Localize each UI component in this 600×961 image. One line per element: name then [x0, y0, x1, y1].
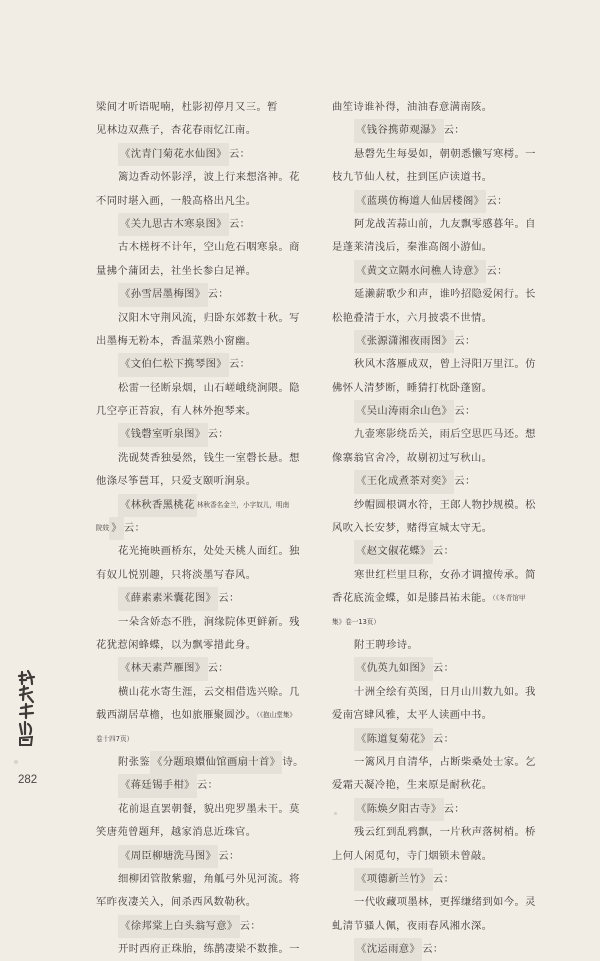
- poem-text-line: [332, 236, 550, 259]
- text-run: 量拂个蒲团去，社坐长参白足禅。: [96, 264, 257, 277]
- poem-title-line: [96, 143, 314, 166]
- text-run: 云：: [486, 264, 508, 277]
- poem-title-line: [96, 494, 314, 517]
- poem-text-line: [332, 143, 550, 166]
- text-run: 曲笙诗谁补得，油油春意满南陔。: [332, 101, 493, 113]
- text-run: 像寨翁官舍冷，故剔初过写秋山。: [332, 451, 493, 464]
- scan-speck: [334, 812, 337, 815]
- poem-text-line: [332, 611, 550, 634]
- text-run: 云：: [207, 288, 229, 301]
- text-run: 洗砚焚香独晏然，钱生一室磬长悬。想: [118, 451, 300, 464]
- poem-text-line: [96, 564, 314, 587]
- page-number: 282: [18, 774, 38, 786]
- poem-text-line: [332, 681, 550, 704]
- text-run: 古木槎枒不计年，空山危石咽寒泉。商: [118, 241, 300, 254]
- text-run: 他涤尽筝琶耳，只爱支颐听涧泉。: [96, 475, 257, 488]
- poem-title-line: [96, 774, 314, 797]
- poem-text-line: [96, 400, 314, 423]
- poem-text-line: [332, 587, 550, 610]
- poem-title-line: [332, 260, 550, 283]
- poem-text-line: [332, 447, 550, 470]
- text-run: 几空亭正苔寂，有人林外抱琴来。: [96, 405, 257, 418]
- text-run: 云：: [207, 662, 229, 675]
- poem-text-line: [332, 353, 550, 376]
- poem-title-line: [332, 798, 550, 821]
- poem-title-line: [332, 470, 550, 493]
- poem-text-line: [332, 751, 550, 774]
- source-note: 林秋香名金兰，小字奴儿，明南: [196, 500, 290, 509]
- artwork-title: 《陈焕夕阳古寺》: [354, 798, 444, 821]
- text-run: 附王聘珍诗。: [354, 638, 419, 651]
- artwork-title: 《薛素素米囊花图》: [118, 587, 218, 610]
- poem-title-line: [332, 728, 550, 751]
- poem-text-line: [332, 564, 550, 587]
- poem-title-line: [96, 213, 314, 236]
- artwork-title: 《关九思古木寒泉图》: [118, 213, 229, 236]
- poem-text-line: [332, 166, 550, 189]
- text-run: 诗。: [282, 755, 304, 768]
- text-run: 爱霜天凝冷艳，生来原是耐秋花。: [332, 779, 493, 792]
- poem-title-line: [332, 119, 550, 142]
- artwork-title: 《黄文立隔水问樵人诗意》: [354, 260, 486, 283]
- poem-title-line: [332, 938, 550, 961]
- artwork-title: 《钱磬室听泉图》: [118, 423, 208, 446]
- text-run: 上何人闲觅句，寺门烟锁未曾敲。: [332, 849, 493, 862]
- text-run: 虬清节骚人佩，夜雨春风湘水深。: [332, 919, 493, 932]
- poem-title-line: [96, 283, 314, 306]
- poem-text-line: [332, 377, 550, 400]
- poem-text-line: [96, 798, 314, 821]
- poem-title-line: [332, 400, 550, 423]
- left-text-column: [96, 96, 314, 961]
- poem-text-line: [332, 307, 550, 330]
- text-run: 笑唐苑曾题拜，越家消息近珠官。: [96, 826, 257, 839]
- poem-text-line: [332, 213, 550, 236]
- text-run: 秋风木落雁成双，曾上浔阳万里江。仿: [354, 358, 536, 371]
- poem-title-line: [96, 657, 314, 680]
- poem-text-line: [96, 470, 314, 493]
- text-run: 悬磬先生每晏如，朝朝悉懒写寒樗。一: [354, 147, 536, 160]
- text-run: 一篱风月自清华，占断柴桑处士家。乞: [354, 755, 536, 768]
- poem-text-line: [332, 704, 550, 727]
- text-run: 见林边双燕子，杏花春雨忆江南。: [96, 124, 257, 137]
- text-run: 残云红到乱鸦飘，一片秋声落树梢。桥: [354, 826, 536, 839]
- poem-title-line: [96, 587, 314, 610]
- artwork-title: 《徐邦棠上白头翁写意》: [118, 915, 240, 938]
- artwork-title: 《钱谷携茆观瀑》: [354, 119, 444, 142]
- artwork-title: 《吴山涛雨余山色》: [354, 400, 454, 423]
- text-run: 梁间才听语呢喃，杜影初停月又三。暂: [96, 101, 278, 113]
- right-text-column: [332, 96, 550, 961]
- text-run: 云：: [486, 194, 508, 207]
- poem-title-line: [96, 353, 314, 376]
- text-run: 军昨夜凄关入，间杀西风数勒秋。: [96, 896, 257, 909]
- source-note: 集》卷一13页）: [332, 617, 380, 626]
- poem-text-line: [96, 681, 314, 704]
- text-run: 云：: [422, 943, 444, 956]
- text-run: 云：: [228, 358, 251, 371]
- text-run: 载西湖居草檐，也如旅雁聚圆沙。: [96, 709, 257, 722]
- poem-title-line: [332, 190, 550, 213]
- text-run: 纱帽圆根调水符，王郎人物抄规模。松: [354, 498, 536, 511]
- artwork-title: 《沈运雨意》: [354, 938, 422, 961]
- text-run: 云：: [454, 405, 476, 418]
- poem-text-line: [332, 517, 550, 540]
- text-run: 是蓬莱清浅后，秦淮高阁小游仙。: [332, 241, 493, 254]
- artwork-title: 《蓝瑛仿梅道人仙居楼阁》: [354, 190, 486, 213]
- poem-text-line: [96, 330, 314, 353]
- artwork-title: 《沈青门菊花水仙图》: [118, 143, 229, 166]
- text-run: 云：: [432, 662, 455, 675]
- text-run: 横山花水寄生涯，云交相借选兴赊。几: [118, 685, 300, 698]
- text-run: 云：: [218, 849, 240, 862]
- text-run: 阿龙战苦蒜山前，九友飘零感暮年。自: [354, 217, 536, 230]
- poem-text-line: [96, 634, 314, 657]
- poem-text-line: [96, 96, 314, 119]
- poem-title-line: [332, 330, 550, 353]
- artwork-title: 《周臣柳塘洗马图》: [118, 845, 218, 868]
- artwork-title: 《仇英九如图》: [354, 657, 433, 680]
- text-run: 出墨梅无粉本，香温菜熟小窗幽。: [96, 334, 257, 347]
- text-run: 风吹入长安梦，赌得宣城太守无。: [332, 522, 493, 535]
- text-run: 爱南宫肆风雅，太平人读画中书。: [332, 709, 493, 722]
- text-run: 云：: [432, 545, 455, 558]
- source-note: 卷十四7页）: [96, 734, 134, 743]
- text-run: 云：: [443, 124, 465, 137]
- text-run: 云：: [239, 919, 262, 932]
- poem-text-line: [332, 915, 550, 938]
- text-run: 十洲全绘有英图，日月山川数九如。我: [354, 685, 536, 698]
- source-note: 院妓: [96, 524, 110, 533]
- artwork-title: 《林秋香黑桃花: [118, 494, 197, 517]
- poem-text-line: [96, 377, 314, 400]
- poem-text-line: [96, 190, 314, 213]
- poem-text-line: [96, 307, 314, 330]
- text-run: 云：: [443, 802, 465, 815]
- poem-title-line: [332, 540, 550, 563]
- text-run: 云：: [432, 872, 455, 885]
- poem-text-line: [96, 166, 314, 189]
- text-run: 一代收藏项墨林，更挥缣绪到如今。灵: [354, 896, 536, 909]
- artwork-title: 《张源潇湘夜雨图》: [354, 330, 454, 353]
- poem-text-line: [96, 517, 314, 540]
- text-run: 寒世红栏里旦称，女孙才调擅传承。简: [354, 568, 536, 581]
- text-run: 延濑薪歌少和声，谁吟招隐爱闲行。长: [354, 288, 536, 301]
- poem-text-line: [96, 260, 314, 283]
- text-run: 云：: [228, 147, 251, 160]
- text-run: 篱边香动怀影浮，波上行来想洛神。花: [118, 171, 300, 184]
- text-run: 云：: [196, 779, 219, 792]
- poem-title-line: [96, 915, 314, 938]
- text-run: 云：: [218, 592, 240, 605]
- text-run: 开时西府正珠胎，练鹊凄梁不数推。一: [118, 943, 300, 956]
- text-run: 细柳团管散紫骝，角觚弓外见河流。将: [118, 872, 300, 885]
- text-run: 云：: [228, 217, 251, 230]
- source-note: （《抱山堂集》: [256, 711, 297, 720]
- text-run: 花前退直罢朝餐，貌出兜罗墨未干。莫: [118, 802, 300, 815]
- text-run: 不同时堪入画，一般高格出凡尘。: [96, 194, 257, 207]
- text-run: 云：: [454, 334, 476, 347]
- artwork-title: 《王化成煮茶对奕》: [354, 470, 454, 493]
- poem-text-line: [96, 704, 314, 727]
- poem-text-line: [96, 540, 314, 563]
- artwork-title: 《分题琅嬛仙馆画扇十首》: [150, 751, 282, 774]
- artwork-title: 《项德新兰竹》: [354, 868, 433, 891]
- poem-text-line: [96, 868, 314, 891]
- poem-title-line: [96, 751, 314, 774]
- text-run: 花犹惹闲蜂蝶，以为飘零措此身。: [96, 638, 257, 651]
- artwork-title: 《蒋廷锡手柑》: [118, 774, 197, 797]
- poem-text-line: [96, 611, 314, 634]
- poem-title-line: [332, 634, 550, 657]
- artwork-title: 《林天素芦雁图》: [118, 657, 208, 680]
- artwork-title: 《孙雪居墨梅图》: [118, 283, 208, 306]
- text-run: 云：: [123, 522, 146, 535]
- poem-text-line: [332, 423, 550, 446]
- poem-title-line: [332, 868, 550, 891]
- poem-text-line: [96, 728, 314, 751]
- artwork-title: 》: [109, 517, 124, 540]
- artwork-title: 《陈道复菊花》: [354, 728, 433, 751]
- text-run: 松艳叠清于水，六月披裘不世情。: [332, 311, 493, 324]
- artwork-title: 《文伯仁松下携琴图》: [118, 353, 229, 376]
- poem-text-line: [96, 236, 314, 259]
- poem-text-line: [332, 891, 550, 914]
- text-run: 汉阳木守荆风流，归卧东郊数十秋。写: [118, 311, 300, 324]
- decorative-dot: [14, 760, 18, 764]
- text-run: 九壶寒影绕岳关，雨后空思匹马还。想: [354, 428, 536, 441]
- text-run: 枝九节仙人杖，拄到匡庐读道书。: [332, 171, 493, 184]
- artwork-title: 《赵文俶花蝶》: [354, 540, 433, 563]
- calligraphy-logo-icon: [16, 668, 46, 746]
- text-run: 香花底流金蝶，如是膝昌祐未能。: [332, 592, 493, 605]
- poem-text-line: [332, 845, 550, 868]
- text-run: 一朵含娇态不胜，涧缘院体更鲜新。残: [118, 615, 300, 628]
- text-run: 佛怀人清梦断，睡猜打枕卧蓬窗。: [332, 381, 493, 394]
- text-run: 云：: [454, 475, 476, 488]
- poem-text-line: [332, 283, 550, 306]
- poem-title-line: [96, 845, 314, 868]
- text-run: 云：: [432, 732, 455, 745]
- text-run: 云：: [207, 428, 229, 441]
- poem-text-line: [332, 96, 550, 119]
- poem-text-line: [332, 494, 550, 517]
- text-run: 附张鉴: [118, 755, 151, 768]
- poem-title-line: [96, 423, 314, 446]
- poem-title-line: [332, 657, 550, 680]
- poem-text-line: [96, 447, 314, 470]
- poem-text-line: [96, 891, 314, 914]
- source-note: （《冬青馆甲: [492, 594, 526, 603]
- text-run: 松雷一径断泉烟，山石嵯峨绕涧隈。隐: [118, 381, 300, 394]
- text-run: 有奴儿悦别趣，只将淡墨写春风。: [96, 568, 257, 581]
- poem-text-line: [332, 774, 550, 797]
- text-run: 花光掩映画桥东，处处天桃人面红。独: [118, 545, 300, 558]
- poem-text-line: [96, 119, 314, 142]
- poem-text-line: [96, 938, 314, 961]
